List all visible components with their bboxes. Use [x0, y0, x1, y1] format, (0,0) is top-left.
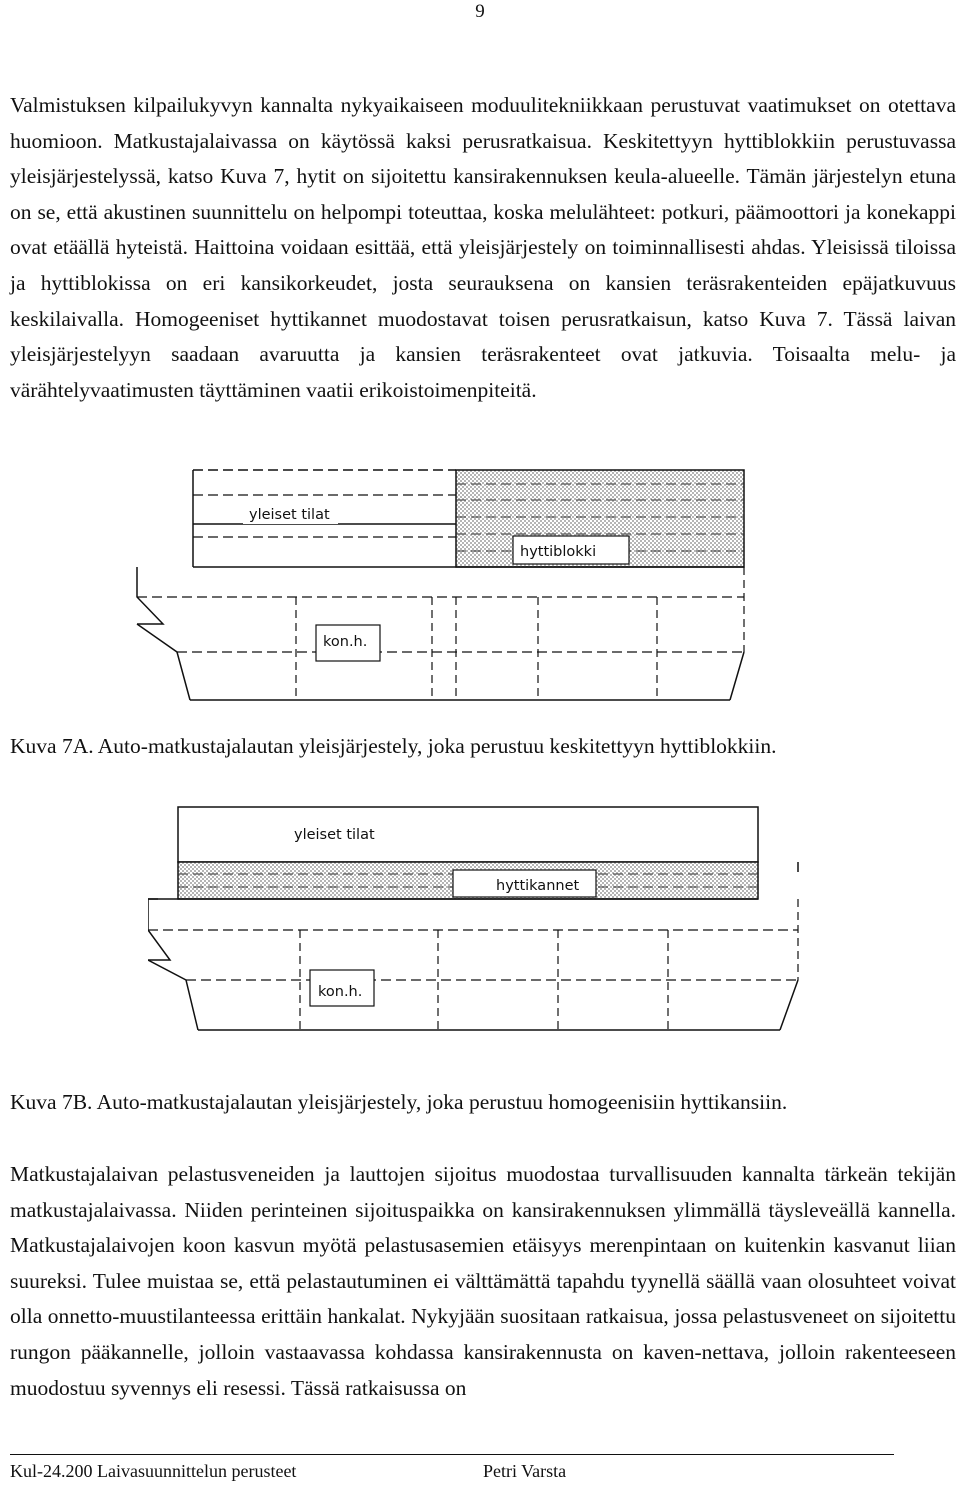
figure-7a-label-public-spaces: yleiset tilat — [249, 507, 330, 523]
figure-7b-label-public-spaces: yleiset tilat — [294, 827, 375, 843]
figure-7a-label-cabin-block: hyttiblokki — [520, 544, 597, 560]
figure-7b-label-cabin-decks: hyttikannet — [496, 878, 580, 894]
figure-7b-label-engine-room: kon.h. — [318, 984, 363, 1000]
footer-course-title: Kul-24.200 Laivasuunnittelun perusteet — [10, 1461, 297, 1481]
figure-7b-caption: Kuva 7B. Auto-matkustajalautan yleisjärjestely, joka perustuu homogeenisiin hyttikansiin. — [10, 1090, 788, 1114]
footer-rule — [10, 1454, 894, 1455]
page-number: 9 — [475, 1, 485, 22]
paragraph-intro: Valmistuksen kilpailukyvyn kannalta nykyaikaiseen moduulitekniikkaan perustuvat vaatimukset on otettava huomioon. Matkustajalaivassa on käytössä kaksi perusratkaisua. Keskitettyyn hyttiblokkiin perustuvassa yleisjärjestelyssä, katso Kuva 7, hytit on sijoitettu kansirakennuksen keula-alueelle. Tämän järjestelyn etuna on se, että akustinen suunnittelu on helpompi toteuttaa, koska melulähteet: potkuri, päämoottori ja konekappi ovat etäällä hyteistä. Haittoina voidaan esittää, että yleisjärjestely on toiminnallisesti ahdas. Yleisissä tiloissa ja hyttiblokissa on eri kansikorkeudet, josta seurauksena on kansien teräsrakenteiden epäjatkuvuus keskilaivalla. Homogeeniset hyttikannet muodostavat toisen perusratkaisun, katso Kuva 7. Tässä laivan yleisjärjestelyyn saadaan avaruutta ja kansien teräsrakenteet ovat jatkuvia. Toisaalta melu- ja värähtelyvaatimusten täyttäminen vaatii erikoistoimenpiteitä. — [10, 93, 956, 402]
figure-7a-label-engine-room: kon.h. — [323, 634, 368, 650]
figure-7a-diagram — [130, 462, 760, 702]
figure-7a-caption: Kuva 7A. Auto-matkustajalautan yleisjärjestely, joka perustuu keskitettyyn hyttiblokkiin. — [10, 734, 777, 758]
footer-author: Petri Varsta — [483, 1461, 567, 1481]
figure-7b-diagram — [148, 800, 808, 1040]
paragraph-lifeboats: Matkustajalaivan pelastusveneiden ja lauttojen sijoitus muodostaa turvallisuuden kannalta tärkeän tekijän matkustajalaivassa. Niiden perinteinen sijoituspaikka on kansirakennuksen ylimmällä täysleveällä kannella. Matkustajalaivojen koon kasvun myötä pelastusasemien etäisyys merenpintaan on kuitenkin kasvanut liian suureksi. Tulee muistaa se, että pelastautuminen ei välttämättä tapahdu tyynellä säällä vaan olosuhteet voivat olla onnetto-muustilanteessa erittäin hankalat. Nykyjään suositaan ratkaisua, jossa pelastusveneet on sijoitettu rungon pääkannelle, jolloin vastaavassa kohdassa kansirakennusta on kaven-nettava, jolloin rakenteeseen muodostuu syvennys eli resessi. Tässä ratkaisussa on — [10, 1162, 956, 1400]
